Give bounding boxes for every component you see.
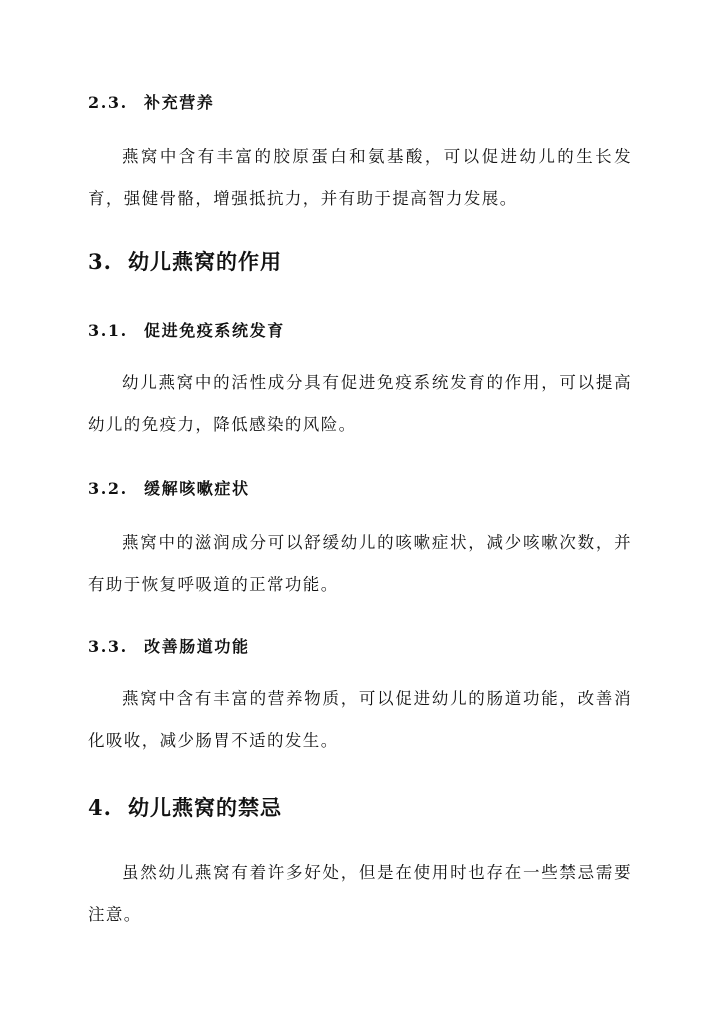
chapter-heading-4 [88,792,282,822]
section-heading-3-3 [88,634,250,657]
section-heading-2-3 [88,90,214,113]
section-title: 改善肠道功能 [144,637,250,656]
chapter-title: 幼儿燕窝的作用 [128,249,282,274]
paragraph-3-3: 燕窝中含有丰富的营养物质，可以促进幼儿的肠道功能，改善消化吸收，减少肠胃不适的发生。 [88,689,632,750]
chapter-number: 3. [88,249,112,274]
section-number: 2.3. [88,93,128,112]
section-title: 缓解咳嗽症状 [144,479,250,498]
paragraph-4: 虽然幼儿燕窝有着许多好处，但是在使用时也存在一些禁忌需要注意。 [88,863,632,924]
section-title: 补充营养 [144,93,215,112]
paragraph-3-2: 燕窝中的滋润成分可以舒缓幼儿的咳嗽症状，减少咳嗽次数，并有助于恢复呼吸道的正常功能。 [88,533,632,594]
paragraph-2-3: 燕窝中含有丰富的胶原蛋白和氨基酸，可以促进幼儿的生长发育，强健骨骼，增强抵抗力，并有助于提高智力发展。 [88,147,632,208]
section-number: 3.3. [88,637,128,656]
chapter-title: 幼儿燕窝的禁忌 [128,795,282,820]
section-title: 促进免疫系统发育 [144,321,285,340]
chapter-number: 4. [88,795,112,820]
chapter-heading-3 [88,246,282,276]
paragraph-3-1: 幼儿燕窝中的活性成分具有促进免疫系统发育的作用，可以提高幼儿的免疫力，降低感染的风险。 [88,373,632,434]
section-heading-3-2 [88,476,250,499]
section-number: 3.1. [88,321,128,340]
section-heading-3-1 [88,318,285,341]
section-number: 3.2. [88,479,128,498]
